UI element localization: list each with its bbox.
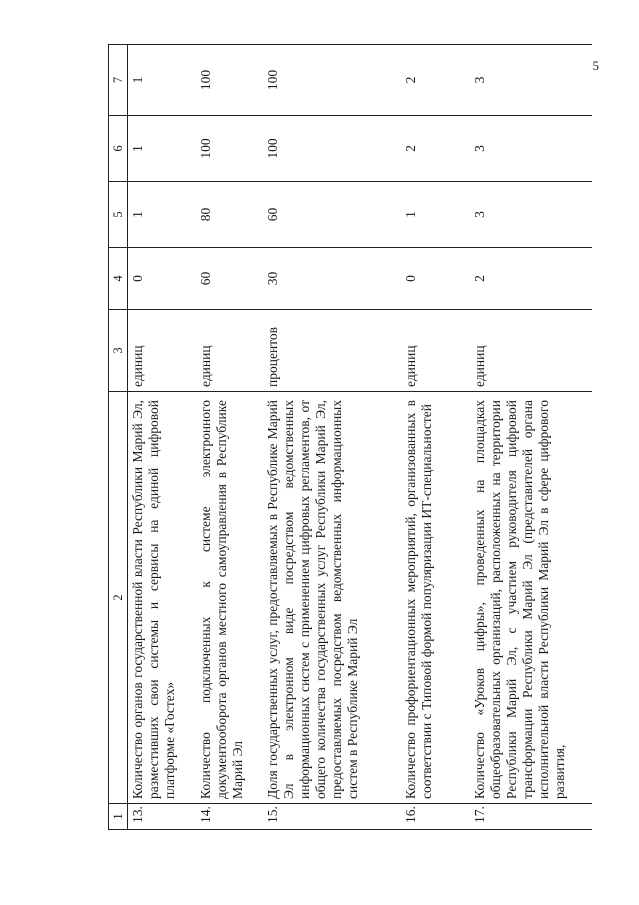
- table-row: [401, 45, 470, 830]
- row-number: 15.: [263, 804, 401, 830]
- table-row: [196, 45, 263, 830]
- column-header: 6: [109, 116, 128, 182]
- value-cell: 1: [128, 182, 197, 248]
- value-cell: 100: [263, 116, 401, 182]
- column-header: 5: [109, 182, 128, 248]
- value-cell: 1: [401, 182, 470, 248]
- row-number: 17.: [470, 804, 592, 830]
- value-cell: 3: [470, 182, 592, 248]
- column-header: 7: [109, 45, 128, 116]
- unit-cell: единиц: [196, 310, 263, 392]
- column-header: 2: [109, 392, 128, 804]
- indicator-text: Доля государственных услуг, предоставляемых в Республике Марий Эл в электронном виде посредством ведомственных информационных систем с применением цифровых регламентов, от общего количества государственных услуг Республики Марий Эл, предоставляемых посредством ведомственных информационных систем в Республике Марий Эл: [263, 392, 401, 804]
- value-cell: 2: [470, 248, 592, 310]
- column-header: 3: [109, 310, 128, 392]
- header-row: [109, 45, 128, 830]
- value-cell: 100: [263, 45, 401, 116]
- value-cell: 3: [470, 116, 592, 182]
- value-cell: 30: [263, 248, 401, 310]
- value-cell: 1: [128, 45, 197, 116]
- value-cell: 100: [196, 45, 263, 116]
- value-cell: 0: [401, 248, 470, 310]
- value-cell: 2: [401, 116, 470, 182]
- value-cell: 3: [470, 45, 592, 116]
- rotated-table-sheet: [108, 45, 608, 830]
- value-cell: 0: [128, 248, 197, 310]
- page-number: 5: [592, 58, 599, 73]
- row-number: 14.: [196, 804, 263, 830]
- column-header: 1: [109, 804, 128, 830]
- indicator-text: Количество органов государственной власти Республики Марий Эл, разместивших свои системы и сервисы на единой цифровой платформе «Гостех»: [128, 392, 197, 804]
- table-row: [470, 45, 592, 830]
- unit-cell: процентов: [263, 310, 401, 392]
- unit-cell: единиц: [128, 310, 197, 392]
- column-header: 4: [109, 248, 128, 310]
- value-cell: 1: [128, 116, 197, 182]
- table-row: [263, 45, 401, 830]
- table-row: [128, 45, 197, 830]
- indicator-text: Количество профориентационных мероприятий, организованных в соответствии с Типовой формой популяризации ИТ-специальностей: [401, 392, 470, 804]
- value-cell: 60: [196, 248, 263, 310]
- value-cell: 2: [401, 45, 470, 116]
- value-cell: 80: [196, 182, 263, 248]
- indicators-table: [108, 44, 592, 830]
- unit-cell: единиц: [401, 310, 470, 392]
- indicator-text: Количество «Уроков цифры», проведенных на площадках общеобразовательных организаций, расположенных на территории Республики Марий Эл, с участием руководителя цифровой трансформации Республики Марий Эл (представителей органа исполнительной власти Республики Марий Эл в сфере цифрового развития,: [470, 392, 592, 804]
- row-number: 13.: [128, 804, 197, 830]
- indicator-text: Количество подключенных к системе электронного документооборота органов местного самоуправления в Республике Марий Эл: [196, 392, 263, 804]
- value-cell: 100: [196, 116, 263, 182]
- unit-cell: единиц: [470, 310, 592, 392]
- value-cell: 60: [263, 182, 401, 248]
- row-number: 16.: [401, 804, 470, 830]
